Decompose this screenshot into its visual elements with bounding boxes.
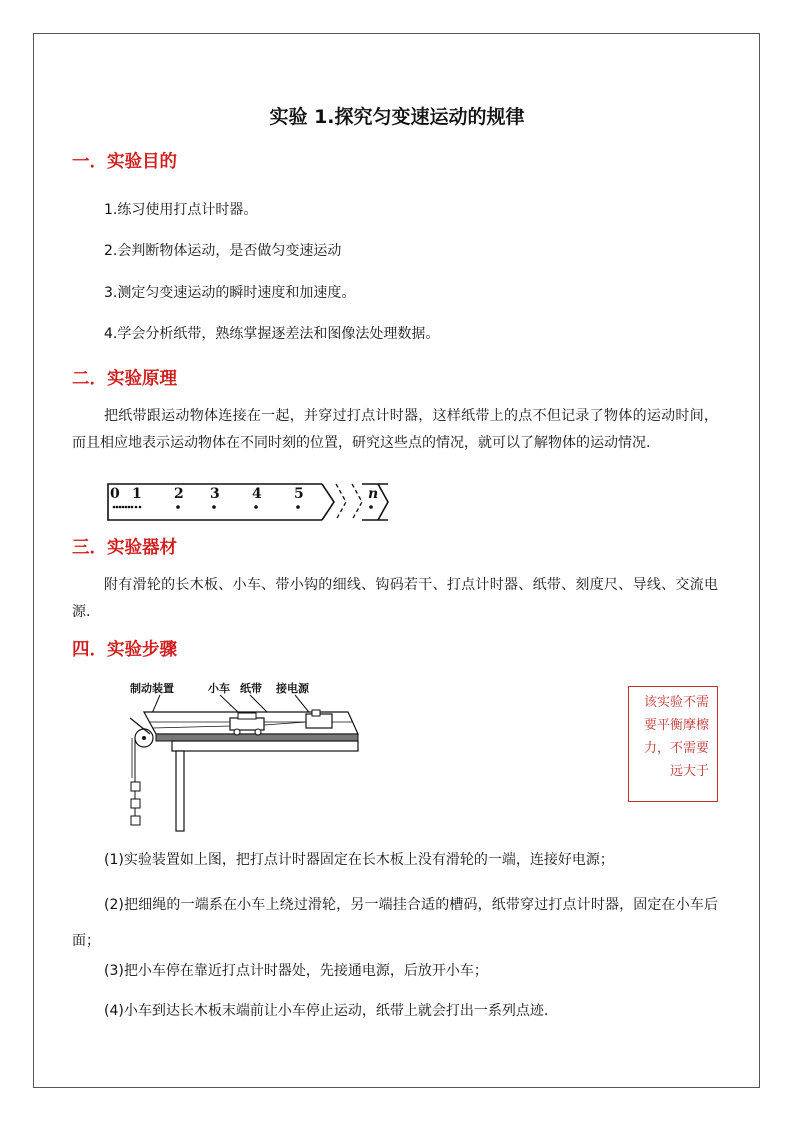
tape-dots: [113, 505, 373, 509]
label-brake: 制动装置: [130, 682, 174, 695]
label-power: 接电源: [276, 682, 309, 695]
tape-label-1: 1: [132, 486, 142, 502]
paper-tape-figure: [100, 480, 400, 524]
purpose-item-1: 1.练习使用打点计时器。: [104, 202, 258, 218]
heading-steps: 四．实验步骤: [72, 640, 177, 660]
purpose-item-3: 3.测定匀变速运动的瞬时速度和加速度。: [104, 285, 356, 301]
step-1: (1)实验装置如上图，把打点计时器固定在长木板上没有滑轮的一端，连接好电源；: [104, 852, 614, 868]
tape-label-n: n: [368, 486, 379, 502]
heading-equipment: 三．实验器材: [72, 538, 177, 558]
step-3: (3)把小车停在靠近打点计时器处，先接通电源，后放开小车；: [104, 963, 488, 979]
note-box: 该实验不需要平衡摩檫力，不需要远大于: [628, 686, 718, 802]
heading-principle: 二．实验原理: [72, 369, 177, 389]
tape-label-5: 5: [294, 486, 304, 502]
step-2: (2)把细绳的一端系在小车上绕过滑轮，另一端挂合适的槽码，纸带穿过打点计时器，固定在小车后面；: [72, 897, 718, 949]
purpose-item-2: 2.会判断物体运动，是否做匀变速运动: [104, 243, 342, 259]
page-title: 实验 1.探究匀变速运动的规律: [269, 106, 525, 128]
tape-label-3: 3: [210, 486, 220, 502]
equipment-text: 附有滑轮的长木板、小车、带小钩的细线、钩码若干、打点计时器、纸带、刻度尺、导线、交流电源.: [72, 577, 718, 620]
tape-label-2: 2: [174, 486, 184, 502]
label-cart: 小车: [208, 682, 230, 695]
principle-text: 把纸带跟运动物体连接在一起，并穿过打点计时器，这样纸带上的点不但记录了物体的运动时间，而且相应地表示运动物体在不同时刻的位置，研究这些点的情况，就可以了解物体的运动情况.: [72, 408, 718, 451]
purpose-item-4: 4.学会分析纸带，熟练掌握逐差法和图像法处理数据。: [104, 326, 440, 342]
label-tape: 纸带: [240, 682, 262, 695]
heading-purpose: 一．实验目的: [72, 152, 177, 172]
step-4: (4)小车到达长木板末端前让小车停止运动，纸带上就会打出一系列点迹.: [104, 1003, 549, 1019]
tape-label-0: 0: [110, 486, 120, 502]
tape-label-4: 4: [252, 486, 262, 502]
apparatus-figure: [120, 678, 365, 833]
